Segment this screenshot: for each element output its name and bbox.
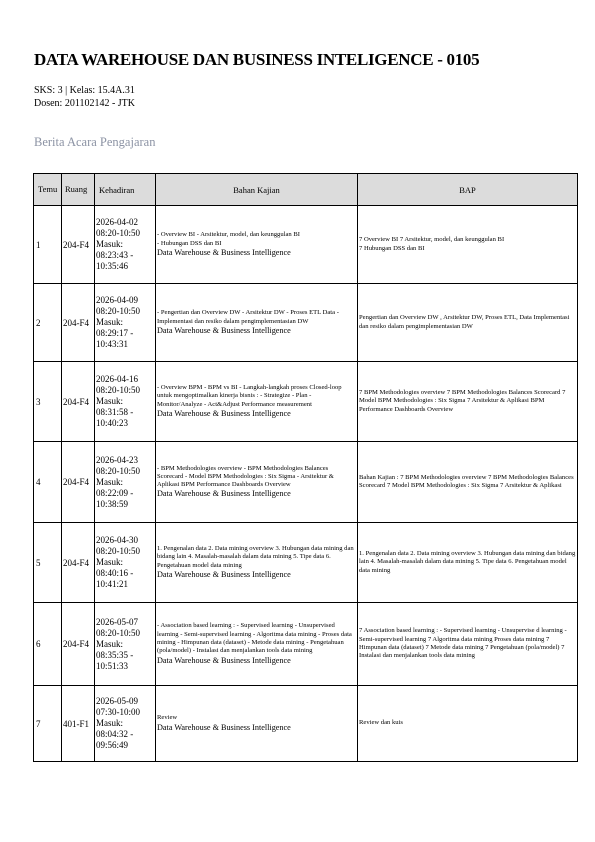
row-room: 204-F4 (62, 206, 95, 284)
attendance-masuk: 08:29:17 - (96, 328, 134, 338)
row-topic (156, 523, 358, 603)
attendance-keluar: 10:51:33 (96, 660, 129, 671)
topic-text: - Overview BI - Arsitektur, model, dan keunggulan BI - Hubungan DSS dan BI (157, 231, 300, 247)
section-title: Berita Acara Pengajaran (34, 135, 156, 149)
attendance-time: 08:20-10:50 (96, 627, 140, 638)
row-attendance (95, 523, 156, 603)
attendance-masuk: 08:23:43 - (96, 250, 134, 260)
attendance-masuk: 08:40:16 - (96, 568, 134, 578)
table-row (34, 686, 578, 762)
attendance-time: 08:20-10:50 (96, 546, 140, 556)
topic-text: - BPM Methodologies overview - BPM Methodologies Balances Scorecard - Model BPM Methodologies : Six Sigma - Arsitektur & Aplikasi BPM Performance Dashboards Overview (157, 464, 334, 489)
bap-text: 7 BPM Methodologies overview 7 BPM Methodologies Balances Scorecard 7 Model BPM Methodologies : Six Sigma 7 Arsitektur & Aplikasi BPM Performance Dashboards Overview (359, 389, 566, 413)
attendance-masuk: 08:04:32 - (96, 729, 134, 739)
row-topic (156, 686, 358, 762)
attendance-keluar: 10:43:31 (96, 339, 129, 349)
column-header-kehadiran: Kehadiran (95, 174, 156, 206)
row-attendance (95, 206, 156, 284)
row-number: 7 (34, 686, 62, 762)
topic-text: - Association based learning : - Supervised learning - Unsupervised learning - Semi-supervised learning - Algoritma data mining - Proses data mining - Himpunan data (dataset) - Metode data mining - Pengetahuan (pola/model) - Instalasi dan menjalankan tools data mining (157, 622, 352, 655)
attendance-date: 2026-04-23 (96, 454, 138, 465)
row-number: 2 (34, 284, 62, 362)
table-row (34, 362, 578, 442)
column-header-temu: Temu (38, 184, 58, 194)
row-bap (358, 686, 578, 762)
attendance-masuk-label: Masuk: (96, 557, 123, 567)
teaching-report-table (33, 173, 578, 762)
row-topic (156, 206, 358, 284)
topic-course: Data Warehouse & Business Intelligence (157, 247, 291, 257)
attendance-masuk-label: Masuk: (96, 638, 123, 649)
row-topic (156, 284, 358, 362)
row-bap (358, 362, 578, 442)
attendance-time: 07:30-10:00 (96, 707, 140, 717)
row-number: 5 (34, 523, 62, 603)
attendance-time: 08:20-10:50 (96, 385, 140, 395)
table-header-row (34, 174, 578, 206)
topic-course: Data Warehouse & Business Intelligence (157, 325, 291, 335)
attendance-date: 2026-04-09 (96, 295, 138, 305)
row-attendance (95, 362, 156, 442)
bap-text: 7 Association based learning : - Supervised learning - Unsupervise d learning - Semi-supervised learning 7 Algoritma data mining Proses data mining 7 Himpunan data (dataset) 7 Metode data mining 7 Pengetahuan (pola/model) 7 Instalasi dan menjalankan tools data mining (359, 627, 567, 660)
row-bap (358, 442, 578, 523)
row-number: 4 (34, 442, 62, 523)
row-bap (358, 284, 578, 362)
attendance-keluar: 10:40:23 (96, 418, 129, 428)
attendance-masuk-label: Masuk: (96, 396, 123, 406)
row-attendance (95, 284, 156, 362)
attendance-masuk-label: Masuk: (96, 317, 123, 327)
table-row (34, 603, 578, 686)
table-row (34, 442, 578, 523)
attendance-date: 2026-05-09 (96, 696, 138, 706)
attendance-keluar: 10:41:21 (96, 579, 129, 589)
row-number: 3 (34, 362, 62, 442)
bap-text: Pengertian dan Overview DW , Arsitektur DW, Proses ETL, Data Implementasi dan resiko dalam pengimplementasian DW (359, 314, 570, 330)
row-bap (358, 206, 578, 284)
row-room: 204-F4 (62, 603, 95, 686)
attendance-date: 2026-05-07 (96, 616, 138, 627)
row-bap (358, 523, 578, 603)
bap-text: 7 Overview BI 7 Arsitektur, model, dan keunggulan BI 7 Hubungan DSS dan BI (359, 236, 505, 252)
course-meta-lecturer: Dosen: 201102142 - JTK (34, 98, 136, 109)
column-header-bap: BAP (358, 174, 578, 206)
attendance-time: 08:20-10:50 (96, 306, 140, 316)
attendance-masuk: 08:35:35 - (96, 649, 134, 660)
attendance-masuk: 08:31:58 - (96, 407, 134, 417)
topic-course: Data Warehouse & Business Intelligence (157, 408, 291, 418)
row-topic (156, 362, 358, 442)
row-topic (156, 603, 358, 686)
attendance-date: 2026-04-16 (96, 374, 138, 384)
topic-course: Data Warehouse & Business Intelligence (157, 569, 291, 579)
attendance-masuk: 08:22:09 - (96, 487, 134, 498)
row-number: 6 (34, 603, 62, 686)
column-header-temu-ruang (34, 174, 95, 206)
column-header-bahan-kajian: Bahan Kajian (156, 174, 358, 206)
row-room: 204-F4 (62, 523, 95, 603)
topic-course: Data Warehouse & Business Intelligence (157, 489, 291, 499)
topic-course: Data Warehouse & Business Intelligence (157, 722, 291, 732)
row-room: 401-F1 (62, 686, 95, 762)
table-row (34, 523, 578, 603)
table-row (34, 284, 578, 362)
bap-text: 1. Pengenalan data 2. Data mining overview 3. Hubungan data mining dan bidang lain 4. Masalah-masalah dalam data mining 5. Tipe data 6. Pengetahuan model data mining (359, 550, 576, 574)
attendance-date: 2026-04-02 (96, 217, 138, 227)
table-row (34, 206, 578, 284)
topic-text: - Overview BPM - BPM vs BI - Langkah-langkah proses Closed-loop untuk mengoptimalkan kinerja bisnis : - Strategize - Plan - Monitor/Analyze - Act&Adjust Performance measurement (157, 384, 342, 408)
course-meta-sks-class: SKS: 3 | Kelas: 15.4A.31 (34, 85, 135, 96)
topic-course: Data Warehouse & Business Intelligence (157, 655, 291, 665)
row-room: 204-F4 (62, 442, 95, 523)
header-divider (61, 174, 62, 205)
row-room: 204-F4 (62, 362, 95, 442)
row-topic (156, 442, 358, 523)
topic-text: 1. Pengenalan data 2. Data mining overview 3. Hubungan data mining dan bidang lain 4. Masalah-masalah dalam data mining 5. Tipe data 6. Pengetahuan model data mining (157, 545, 354, 569)
course-title: DATA WAREHOUSE DAN BUSINESS INTELIGENCE - 0105 (34, 50, 480, 69)
bap-text: Review dan kuis (359, 719, 403, 727)
attendance-keluar: 09:56:49 (96, 740, 129, 750)
attendance-date: 2026-04-30 (96, 535, 138, 545)
attendance-keluar: 10:38:59 (96, 498, 129, 509)
row-attendance (95, 686, 156, 762)
row-bap (358, 603, 578, 686)
attendance-time: 08:20-10:50 (96, 228, 140, 238)
topic-text: - Pengertian dan Overview DW - Arsitektur DW - Proses ETL Data - Implementasi dan resiko dalam pengimplementasian DW (157, 309, 339, 325)
attendance-keluar: 10:35:46 (96, 261, 129, 271)
column-header-ruang: Ruang (65, 184, 88, 194)
bap-text: Bahan Kajian : 7 BPM Methodologies overview 7 BPM Methodologies Balances Scorecard 7 Model BPM Methodologies : Six Sigma 7 Arsitektur & Aplikasi (359, 473, 574, 489)
row-attendance (95, 442, 156, 523)
attendance-masuk-label: Masuk: (96, 476, 123, 487)
row-attendance (95, 603, 156, 686)
row-number: 1 (34, 206, 62, 284)
row-room: 204-F4 (62, 284, 95, 362)
attendance-time: 08:20-10:50 (96, 465, 140, 476)
topic-text: Review (157, 714, 178, 722)
attendance-masuk-label: Masuk: (96, 239, 123, 249)
attendance-masuk-label: Masuk: (96, 718, 123, 728)
